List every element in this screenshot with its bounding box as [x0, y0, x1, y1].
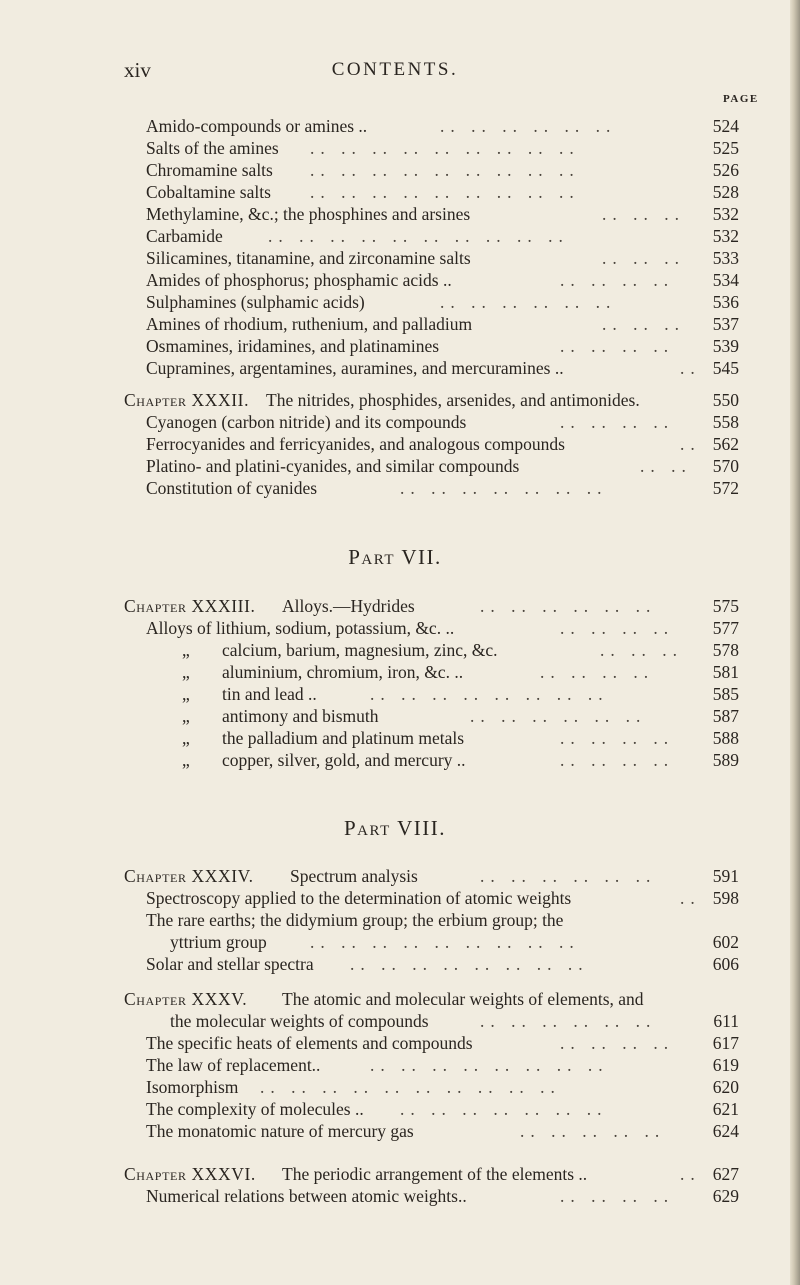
leader-dots: .. .. .. .. .. ..	[480, 596, 657, 616]
toc-entry-page: 570	[712, 456, 739, 476]
toc-entry-page: 577	[712, 618, 739, 638]
toc-entry-page: 588	[712, 728, 739, 748]
leader-dots: .. .. ..	[602, 248, 685, 268]
leader-dots: .. .. .. .. .. ..	[470, 706, 647, 726]
toc-entry[interactable]	[0, 1076, 790, 1098]
toc-entry[interactable]	[0, 291, 790, 313]
leader-dots: .. .. .. .. .. ..	[480, 866, 657, 886]
toc-entry-page: 598	[712, 888, 739, 908]
chapter-heading[interactable]	[0, 389, 790, 411]
leader-dots: ..	[680, 1164, 701, 1184]
toc-entry-title: Isomorphism	[146, 1076, 244, 1098]
chapter-page: 575	[712, 596, 739, 616]
toc-entry-page: 537	[712, 314, 739, 334]
toc-entry[interactable]	[0, 115, 790, 137]
leader-dots: .. .. .. .. .. ..	[440, 116, 617, 136]
toc-entry-page: 589	[712, 750, 739, 770]
toc-entry-title: Constitution of cyanides	[146, 477, 323, 499]
toc-entry-title: Silicamines, titanamine, and zirconamine salts	[146, 247, 477, 269]
toc-entry-page: 533	[712, 248, 739, 268]
toc-entry[interactable]	[0, 639, 790, 661]
toc-entry[interactable]	[0, 269, 790, 291]
leader-dots: .. .. ..	[602, 314, 685, 334]
toc-entry-title: the palladium and platinum metals	[222, 727, 470, 749]
leader-dots: .. ..	[640, 456, 692, 476]
chapter-heading[interactable]	[0, 988, 790, 1010]
toc-entry-page: 621	[712, 1099, 739, 1119]
toc-entry-title: Methylamine, &c.; the phosphines and arsines	[146, 203, 476, 225]
toc-entry-title: Amides of phosphorus; phosphamic acids ..	[146, 269, 458, 291]
leader-dots: .. .. .. .. .. .. .. ..	[350, 954, 589, 974]
page-edge-shadow	[790, 0, 800, 1285]
chapter-heading[interactable]	[0, 595, 790, 617]
toc-entry[interactable]	[0, 203, 790, 225]
toc-entry-title: Osmamines, iridamines, and platinamines	[146, 335, 445, 357]
toc-entry[interactable]	[0, 247, 790, 269]
leader-dots: .. .. .. .. ..	[520, 1121, 666, 1141]
toc-entry-title: Cupramines, argentamines, auramines, and mercuramines ..	[146, 357, 570, 379]
toc-entry-page: 558	[712, 412, 739, 432]
toc-entry-title: yttrium group	[170, 931, 273, 953]
chapter-page: 611	[713, 1011, 739, 1031]
chapter-title: The periodic arrangement of the elements ..	[282, 1163, 593, 1185]
toc-entry-title: Platino- and platini-cyanides, and similar compounds	[146, 455, 525, 477]
toc-entry-title: The monatomic nature of mercury gas	[146, 1120, 420, 1142]
chapter-label: Chapter XXXIII.	[124, 596, 256, 616]
toc-entry[interactable]	[0, 225, 790, 247]
leader-dots: .. .. .. .. .. .. .. ..	[370, 1055, 609, 1075]
leader-dots: .. .. .. .. .. .. .. ..	[370, 684, 609, 704]
leader-dots: .. .. .. .. .. ..	[480, 1011, 657, 1031]
toc-entry[interactable]	[0, 357, 790, 379]
toc-entry[interactable]	[0, 1120, 790, 1142]
toc-entry-page: 629	[712, 1186, 739, 1206]
toc-entry[interactable]	[0, 433, 790, 455]
chapter-title: The atomic and molecular weights of elements, and	[282, 989, 644, 1009]
toc-entry[interactable]	[0, 661, 790, 683]
chapter-heading-line2[interactable]	[0, 1010, 790, 1032]
leader-dots: ..	[680, 888, 701, 908]
toc-entry[interactable]	[0, 313, 790, 335]
chapter-label: Chapter XXXII.	[124, 390, 250, 410]
chapter-title: The nitrides, phosphides, arsenides, and antimonides.	[266, 390, 640, 410]
toc-entry-title: Chromamine salts	[146, 159, 279, 181]
toc-entry[interactable]	[0, 931, 790, 953]
toc-entry-page: 617	[712, 1033, 739, 1053]
toc-entry-page: 619	[712, 1055, 739, 1075]
running-head: CONTENTS.	[331, 59, 459, 80]
toc-entry[interactable]	[0, 887, 790, 909]
toc-entry-page: 578	[712, 640, 739, 660]
chapter-page: 627	[712, 1164, 739, 1184]
toc-entry-page: 532	[712, 204, 739, 224]
leader-dots: .. .. .. .. .. .. .. .. ..	[310, 182, 580, 202]
toc-entry[interactable]	[0, 1054, 790, 1076]
toc-entry-title: Sulphamines (sulphamic acids)	[146, 291, 371, 313]
toc-entry-title: Carbamide	[146, 225, 229, 247]
toc-entry[interactable]	[0, 953, 790, 975]
leader-dots: .. .. .. .. .. .. ..	[400, 478, 608, 498]
toc-entry-page: 606	[712, 954, 739, 974]
toc-entry-page: 624	[712, 1121, 739, 1141]
leader-dots: .. .. .. .. .. ..	[440, 292, 617, 312]
toc-entry-page: 587	[712, 706, 739, 726]
toc-entry-title: aluminium, chromium, iron, &c. ..	[222, 661, 469, 683]
toc-entry-title: calcium, barium, magnesium, zinc, &c.	[222, 639, 504, 661]
leader-dots: .. .. .. ..	[560, 1033, 675, 1053]
toc-entry-title: tin and lead ..	[222, 683, 323, 705]
leader-dots: .. .. .. .. .. .. ..	[400, 1099, 608, 1119]
toc-entry-title: Amido-compounds or amines ..	[146, 115, 373, 137]
page-number: xiv	[124, 58, 151, 82]
chapter-heading[interactable]	[0, 865, 790, 887]
toc-entry-page: 562	[712, 434, 739, 454]
toc-entry-title: antimony and bismuth	[222, 705, 385, 727]
toc-entry-title: The specific heats of elements and compounds	[146, 1032, 479, 1054]
toc-entry-page: 526	[712, 160, 739, 180]
toc-entry-title: copper, silver, gold, and mercury ..	[222, 749, 472, 771]
leader-dots: .. .. .. ..	[560, 750, 675, 770]
toc-entry-title: Amines of rhodium, ruthenium, and palladium	[146, 313, 478, 335]
ditto-mark: „	[182, 640, 190, 660]
toc-entry[interactable]	[0, 727, 790, 749]
toc-entry[interactable]	[0, 181, 790, 203]
toc-entry-title: The rare earths; the didymium group; the erbium group; the	[146, 910, 564, 930]
part-heading: Part VII.	[348, 545, 442, 569]
leader-dots: .. .. .. ..	[560, 412, 675, 432]
toc-entry-page: 528	[712, 182, 739, 202]
toc-entry-page: 525	[712, 138, 739, 158]
chapter-heading[interactable]	[0, 1163, 790, 1185]
page-column-label: PAGE	[723, 93, 759, 105]
toc-entry-title: Ferrocyanides and ferricyanides, and analogous compounds	[146, 433, 571, 455]
ditto-mark: „	[182, 706, 190, 726]
toc-entry[interactable]	[0, 137, 790, 159]
toc-entry-title: Alloys of lithium, sodium, potassium, &c. ..	[146, 617, 460, 639]
toc-entry-page: 620	[712, 1077, 739, 1097]
toc-entry-page: 545	[712, 358, 739, 378]
chapter-label: Chapter XXXIV.	[124, 866, 254, 886]
toc-entry[interactable]	[0, 1185, 790, 1207]
toc-entry-title: The law of replacement..	[146, 1054, 326, 1076]
toc-entry[interactable]	[0, 477, 790, 499]
toc-entry[interactable]	[0, 411, 790, 433]
chapter-label: Chapter XXXV.	[124, 989, 248, 1009]
chapter-label: Chapter XXXVI.	[124, 1164, 256, 1184]
leader-dots: .. .. .. .. .. .. .. .. ..	[310, 138, 580, 158]
leader-dots: .. .. .. .. .. .. .. .. .. ..	[260, 1077, 561, 1097]
toc-entry-title: Cyanogen (carbon nitride) and its compounds	[146, 411, 472, 433]
leader-dots: .. .. .. ..	[560, 336, 675, 356]
chapter-page: 591	[712, 866, 739, 886]
toc-entry-title: The complexity of molecules ..	[146, 1098, 370, 1120]
toc-entry[interactable]	[0, 1032, 790, 1054]
leader-dots: .. .. .. .. .. .. .. .. ..	[310, 160, 580, 180]
toc-entry-title: Numerical relations between atomic weights..	[146, 1185, 473, 1207]
part-heading: Part VIII.	[343, 816, 447, 840]
chapter-title: the molecular weights of compounds	[170, 1010, 435, 1032]
leader-dots: ..	[680, 358, 701, 378]
ditto-mark: „	[182, 684, 190, 704]
ditto-mark: „	[182, 728, 190, 748]
toc-entry-title: Solar and stellar spectra	[146, 953, 320, 975]
leader-dots: .. .. .. ..	[560, 270, 675, 290]
toc-entry-page: 539	[712, 336, 739, 356]
toc-entry[interactable]	[0, 335, 790, 357]
toc-entry[interactable]	[0, 705, 790, 727]
toc-entry-line1[interactable]	[0, 909, 790, 931]
page-header	[0, 58, 790, 82]
leader-dots: .. .. .. .. .. .. .. .. ..	[310, 932, 580, 952]
toc-entry-page: 524	[712, 116, 739, 136]
chapter-page: 550	[712, 390, 739, 410]
toc-entry-title: Spectroscopy applied to the determination of atomic weights	[146, 887, 577, 909]
toc-entry[interactable]	[0, 617, 790, 639]
leader-dots: .. .. .. ..	[560, 618, 675, 638]
leader-dots: .. .. .. ..	[540, 662, 655, 682]
toc-entry-page: 534	[712, 270, 739, 290]
toc-entry-page: 536	[712, 292, 739, 312]
toc-entry[interactable]	[0, 1098, 790, 1120]
leader-dots: .. .. ..	[602, 204, 685, 224]
toc-entry-page: 602	[712, 932, 739, 952]
toc-entry-title: Cobaltamine salts	[146, 181, 277, 203]
toc-entry[interactable]	[0, 159, 790, 181]
toc-entry-page: 532	[712, 226, 739, 246]
leader-dots: .. .. .. ..	[560, 1186, 675, 1206]
leader-dots: ..	[680, 434, 701, 454]
leader-dots: .. .. ..	[600, 640, 683, 660]
ditto-mark: „	[182, 750, 190, 770]
chapter-title: Spectrum analysis	[290, 865, 424, 887]
toc-entry[interactable]	[0, 455, 790, 477]
toc-entry-page: 585	[712, 684, 739, 704]
toc-entry[interactable]	[0, 683, 790, 705]
chapter-title: Alloys.—Hydrides	[282, 595, 421, 617]
toc-entry-page: 581	[712, 662, 739, 682]
leader-dots: .. .. .. ..	[560, 728, 675, 748]
toc-entry-page: 572	[712, 478, 739, 498]
ditto-mark: „	[182, 662, 190, 682]
toc-entry[interactable]	[0, 749, 790, 771]
toc-entry-title: Salts of the amines	[146, 137, 285, 159]
leader-dots: .. .. .. .. .. .. .. .. .. ..	[268, 226, 569, 246]
